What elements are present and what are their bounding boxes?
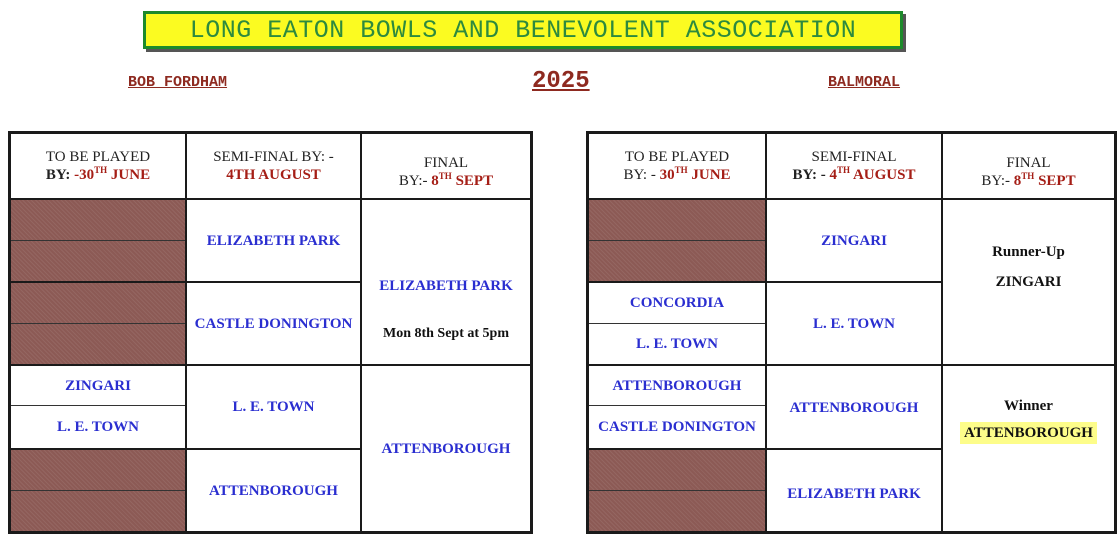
final-runner-up [943,200,1114,364]
winner-team: ATTENBOROUGH [960,422,1097,444]
association-title-banner [143,11,903,49]
final-schedule-note: Mon 8th Sept at 5pm [382,326,509,341]
round1-team: L. E. TOWN [57,419,139,435]
bye-slot [589,491,765,531]
semi-final-team: ATTENBOROUGH [789,400,919,416]
bye-slot [11,491,185,531]
balmoral-bracket [586,131,1117,534]
semi-final-team: ATTENBOROUGH [209,482,338,499]
winner-label: Winner [1004,398,1053,414]
bob-fordham-bracket [8,131,533,534]
bye-slot [589,241,765,281]
bye-slot [589,450,765,490]
header-round1: TO BE PLAYED BY: -30TH JUNE [45,148,151,183]
semi-final-team: ZINGARI [821,232,887,249]
bye-slot [11,450,185,490]
season-year: 2025 [532,68,590,95]
semi-final-team: ELIZABETH PARK [206,232,341,249]
round1-team: CONCORDIA [629,295,725,311]
runner-up-team: ZINGARI [995,274,1062,290]
round1-team: CASTLE DONINGTON [598,419,756,435]
bye-slot [11,241,185,281]
right-competition-name: BALMORAL [828,74,901,91]
final-team-1: ELIZABETH PARK Mon 8th Sept at 5pm [362,200,530,364]
round1-team: ATTENBOROUGH [612,377,742,394]
header-round1: TO BE PLAYED BY: - 30TH JUNE [623,148,731,183]
final-team-2: ATTENBOROUGH [381,440,511,457]
header-final: FINAL BY:- 8TH SEPT [398,154,494,189]
final-winner [943,366,1114,531]
semi-final-team: L. E. TOWN [232,399,315,415]
bye-slot [11,283,185,323]
bye-slot [11,324,185,364]
semi-final-team: ELIZABETH PARK [787,486,921,502]
round1-team: L. E. TOWN [636,336,718,352]
header-semi-final: SEMI-FINAL BY: - 4TH AUGUST [792,148,916,183]
header-semi-final: SEMI-FINAL BY: - 4TH AUGUST [213,148,334,183]
header-final: FINAL BY:- 8TH SEPT [981,154,1076,189]
association-title: LONG EATON BOWLS AND BENEVOLENT ASSOCIATION [189,15,857,45]
semi-final-team: L. E. TOWN [813,315,895,332]
left-competition-name: BOB FORDHAM [128,74,228,91]
runner-up-label: Runner-Up [992,244,1065,260]
round1-team: ZINGARI [65,377,131,394]
semi-final-team: CASTLE DONINGTON [194,315,353,332]
bye-slot [589,200,765,240]
bye-slot [11,200,185,240]
